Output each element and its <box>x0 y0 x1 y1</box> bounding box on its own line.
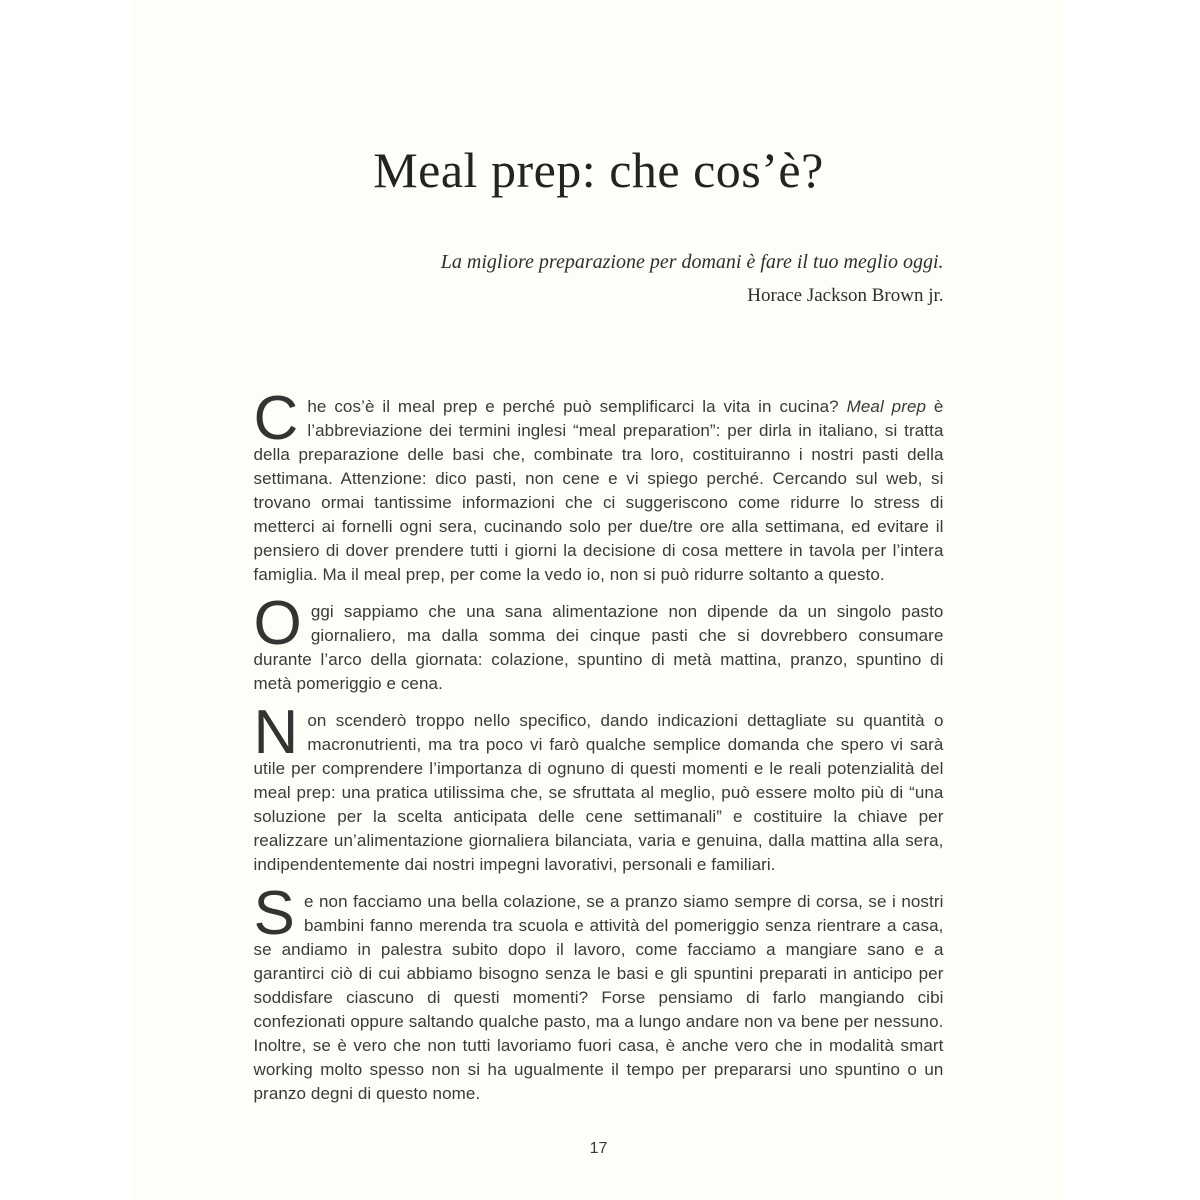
epigraph <box>254 249 944 309</box>
paragraph-list <box>253 384 944 1106</box>
text-run: he cos’è il meal prep e perché può semplificarci la vita in cucina? <box>307 397 847 416</box>
body-paragraph <box>253 384 944 587</box>
epigraph-quote: La migliore preparazione per domani è fare il tuo meglio oggi. <box>440 251 944 273</box>
page-number: 17 <box>589 1140 608 1157</box>
drop-cap: N <box>253 698 299 767</box>
body-paragraph <box>253 589 944 696</box>
text-run: è l’abbreviazione dei termini inglesi “meal preparation”: per dirla in italiano, si tratta della preparazione delle basi che, combinate tra loro, costituiranno i nostri pasti della settimana. Attenzione: dico pasti, non cene e vi spiego perché. Cercando sul web, si trovano ormai tantissime informazioni che ci suggeriscono come ridurre lo stress di metterci ai fornelli ogni sera, cucinando solo per due/tre ore alla settimana, ed evitare il pensiero di dover prendere tutti i giorni la decisione di cosa mettere in tavola per l’intera famiglia. Ma il meal prep, per come la vedo io, non si può ridurre soltanto a questo. <box>253 397 944 584</box>
book-page <box>133 0 1064 1200</box>
body-paragraph <box>253 698 944 877</box>
drop-cap: C <box>253 384 299 453</box>
drop-cap: O <box>253 589 302 658</box>
epigraph-author: Horace Jackson Brown jr. <box>747 285 944 306</box>
body-paragraph <box>253 879 944 1106</box>
chapter-title: Meal prep: che cos’è? <box>373 142 824 198</box>
text-run: ggi sappiamo che una sana alimentazione non dipende da un singolo pasto giornaliero, ma dalla somma dei cinque pasti che si dovrebbero consumare durante l’arco della giornata: colazione, spuntino di metà mattina, pranzo, spuntino di metà pomeriggio e cena. <box>253 602 944 693</box>
text-run: e non facciamo una bella colazione, se a pranzo siamo sempre di corsa, se i nostri bambini fanno merenda tra scuola e attività del pomeriggio senza rientrare a casa, se andiamo in palestra subito dopo il lavoro, come facciamo a mangiare sano e a garantirci ciò di cui abbiamo bisogno senza le basi e gli spuntini preparati in anticipo per soddisfare ciascuno di questi momenti? Forse pensiamo di farlo mangiando cibi confezionati oppure saltando qualche pasto, ma a lungo andare non va bene per nessuno. Inoltre, se è vero che non tutti lavoriamo fuori casa, è anche vero che in modalità smart working molto spesso non si ha ugualmente il tempo per prepararsi uno spuntino o un pranzo degni di questo nome. <box>253 892 944 1103</box>
italic-text-run: Meal prep <box>846 397 927 416</box>
text-run: on scenderò troppo nello specifico, dando indicazioni dettagliate su quantità o macronutrienti, ma tra poco vi farò qualche semplice domanda che spero vi sarà utile per comprendere l’importanza di ognuno di questi momenti e le reali potenzialità del meal prep: una pratica utilissima che, se sfruttata al meglio, può essere molto più di “una soluzione per la scelta anticipata delle cene settimanali” e costituire la chiave per realizzare un’alimentazione giornaliera bilanciata, varia e genuina, dalla mattina alla sera, indipendentemente dai nostri impegni lavorativi, personali e familiari. <box>253 711 944 874</box>
drop-cap: S <box>253 879 295 948</box>
